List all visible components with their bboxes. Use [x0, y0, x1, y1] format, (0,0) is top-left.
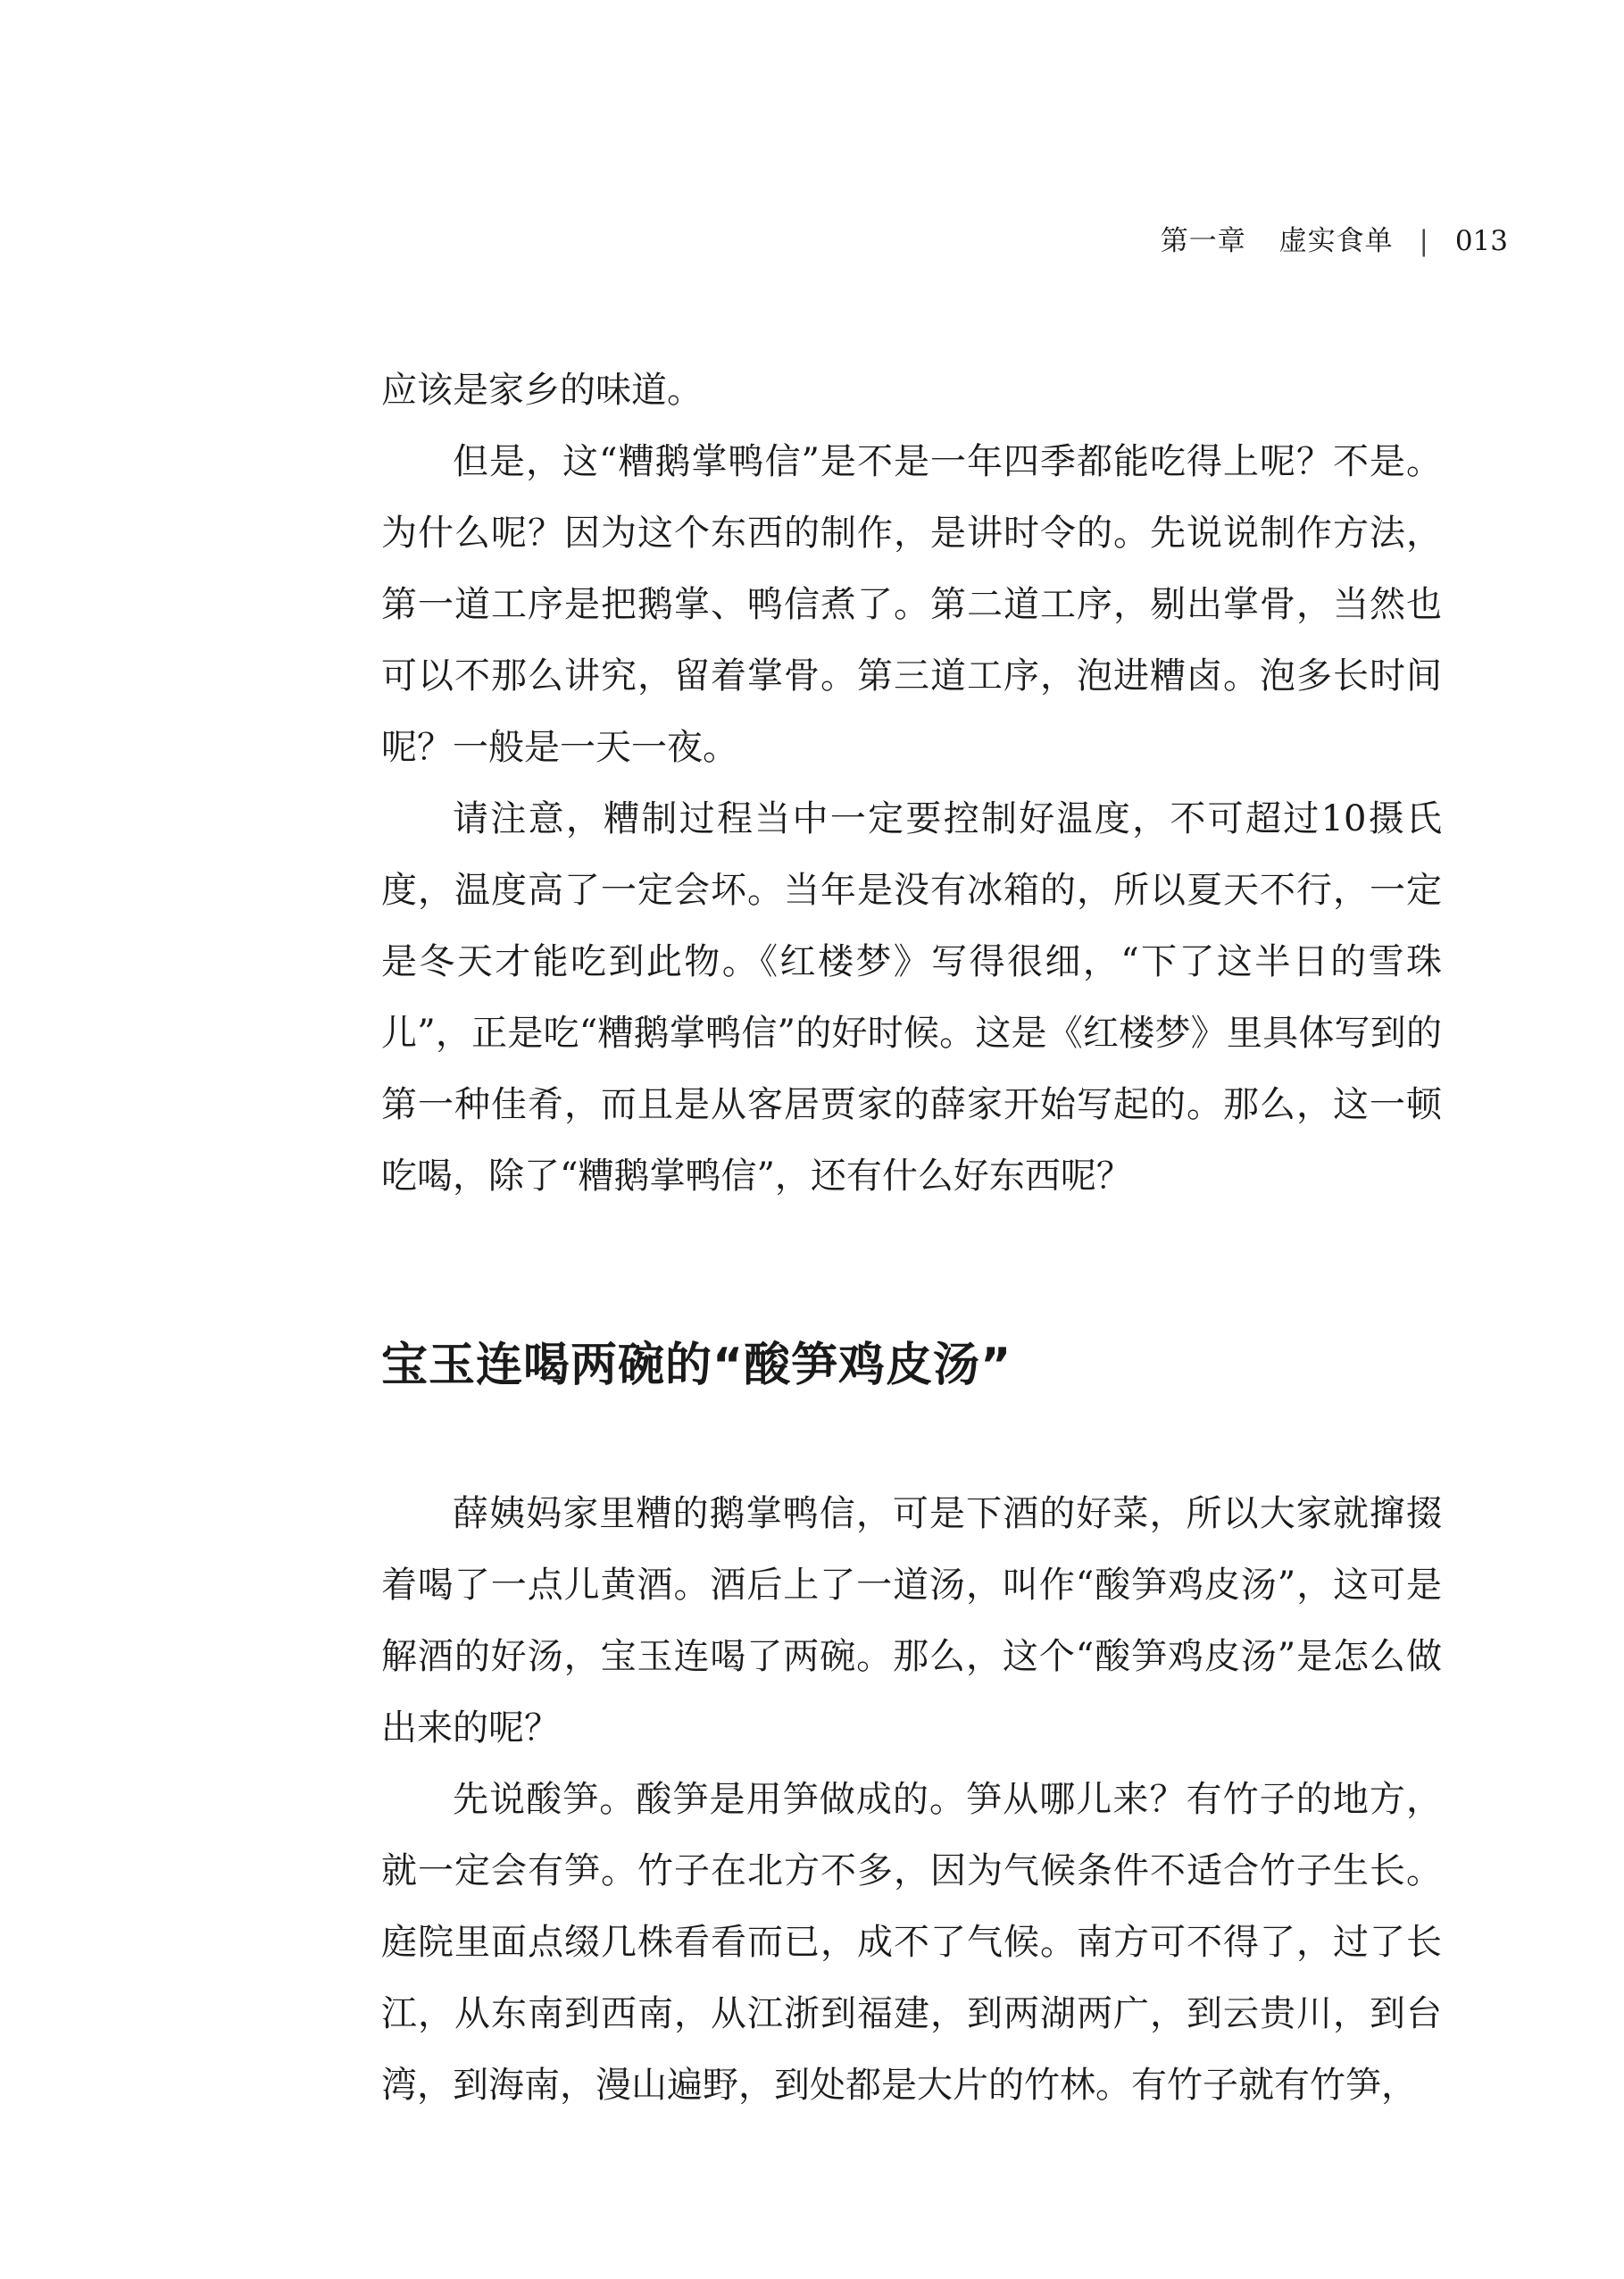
header-separator: | — [1419, 225, 1429, 257]
paragraph: 先说酸笋。酸笋是用笋做成的。笋从哪儿来？有竹子的地方，就一定会有笋。竹子在北方不多，因为气候条件不适合竹子生长。庭院里面点缀几株看看而已，成不了气候。南方可不得了，过了长江，从东南到西南，从江浙到福建，到两湖两广，到云贵川，到台湾，到海南，漫山遍野，到处都是大片的竹林。有竹子就有竹笋， — [381, 1779, 1442, 2106]
body-text-bottom — [381, 1478, 1442, 2121]
running-header — [1161, 220, 1508, 263]
section-heading: 宝玉连喝两碗的“酸笋鸡皮汤” — [381, 1339, 1012, 1392]
page-number: 013 — [1454, 225, 1508, 257]
paragraph: 但是，这“糟鹅掌鸭信”是不是一年四季都能吃得上呢？不是。为什么呢？因为这个东西的制作，是讲时令的。先说说制作方法，第一道工序是把鹅掌、鸭信煮了。第二道工序，剔出掌骨，当然也可以不那么讲究，留着掌骨。第三道工序，泡进糟卤。泡多长时间呢？一般是一天一夜。 — [381, 441, 1442, 768]
body-text-top — [381, 355, 1442, 1212]
paragraph: 薛姨妈家里糟的鹅掌鸭信，可是下酒的好菜，所以大家就撺掇着喝了一点儿黄酒。酒后上了一道汤，叫作“酸笋鸡皮汤”，这可是解酒的好汤，宝玉连喝了两碗。那么，这个“酸笋鸡皮汤”是怎么做出来的呢？ — [381, 1493, 1442, 1749]
chapter-label: 第一章 — [1160, 225, 1246, 257]
paragraph: 应该是家乡的味道。 — [381, 370, 703, 411]
chapter-title: 虚实食单 — [1278, 225, 1394, 257]
paragraph: 请注意，糟制过程当中一定要控制好温度，不可超过10摄氏度，温度高了一定会坏。当年是没有冰箱的，所以夏天不行，一定是冬天才能吃到此物。《红楼梦》写得很细，“下了这半日的雪珠儿”，正是吃“糟鹅掌鸭信”的好时候。这是《红楼梦》里具体写到的第一种佳肴，而且是从客居贾家的薛家开始写起的。那么，这一顿吃喝，除了“糟鹅掌鸭信”，还有什么好东西呢？ — [381, 798, 1442, 1197]
